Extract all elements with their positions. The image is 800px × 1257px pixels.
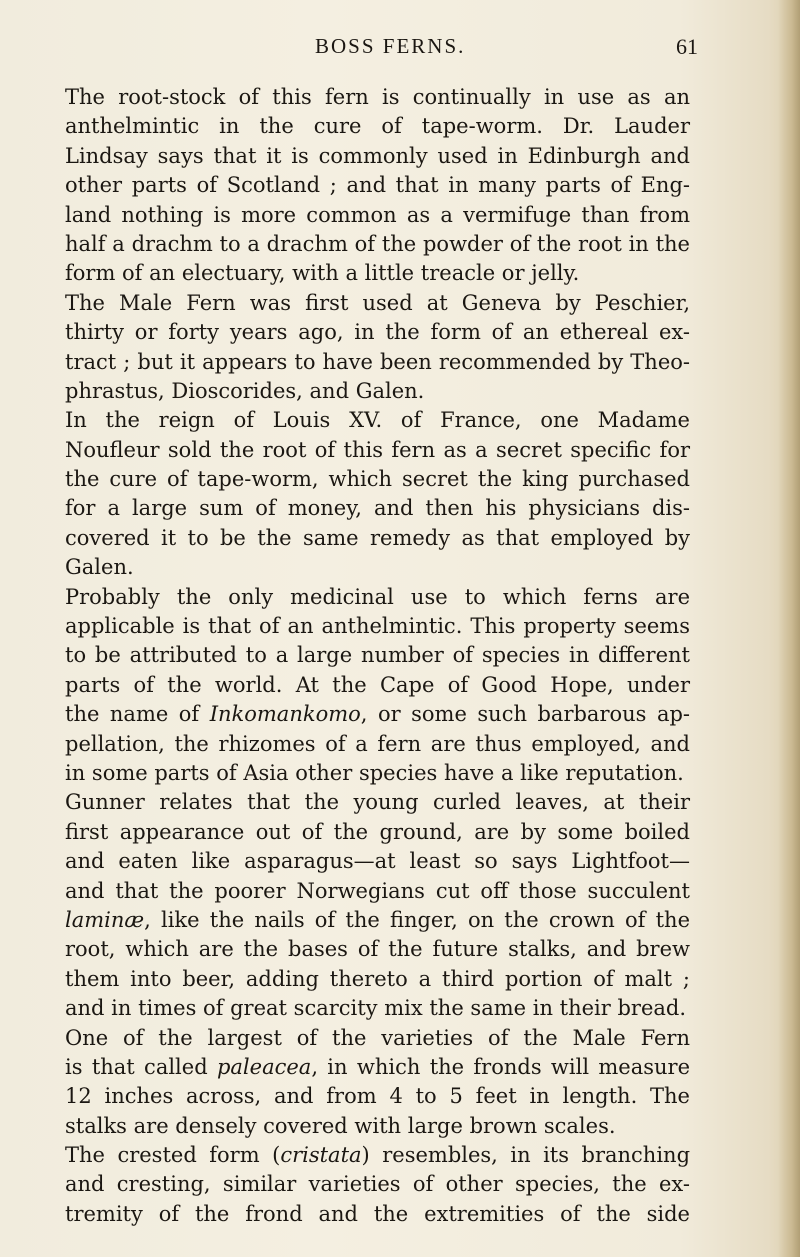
text-run: applicable is that of an anthelmintic. This property seems [65,614,690,639]
running-title: BOSS FERNS. [315,34,466,58]
text-line [65,377,690,406]
text-line [65,583,690,612]
text-line [65,1170,690,1199]
text-run: land nothing is more common as a vermifuge than from [65,202,690,227]
italic-term: cristata [280,1143,362,1168]
text-line [65,289,690,318]
italic-term: laminæ [65,907,145,932]
text-run: The Male Fern was first used at Geneva by Peschier, [65,290,690,315]
text-run: In the reign of Louis XV. of France, one Madame [65,408,690,433]
page-number: 61 [676,34,698,59]
text-run: Noufleur sold the root of this fern as a secret specific for [65,437,690,462]
text-line [65,1200,690,1229]
text-run: in some parts of Asia other species have a like reputation. [65,760,684,785]
text-run: the name of [65,702,210,727]
text-line [65,142,690,171]
text-run: half a drachm to a drachm of the powder of the root in the [65,231,690,256]
text-run: is that called [65,1054,217,1079]
text-line [65,788,690,817]
text-line [65,759,690,788]
text-run: and cresting, similar varieties of other species, the ex- [65,1172,690,1197]
text-run: for a large sum of money, and then his physicians dis- [65,496,690,521]
text-run: parts of the world. At the Cape of Good Hope, under [65,672,690,697]
text-line [65,553,690,582]
text-line [65,465,690,494]
text-line [65,671,690,700]
text-line [65,112,690,141]
text-run: tremity of the frond and the extremities of the side [65,1201,690,1226]
body-text [65,83,690,1229]
text-line [65,847,690,876]
text-run: pellation, the rhizomes of a fern are thus employed, and [65,731,690,756]
text-line [65,318,690,347]
text-run: anthelmintic in the cure of tape-worm. Dr. Lauder [65,114,690,139]
text-run: covered it to be the same remedy as that employed by [65,525,690,550]
text-line [65,494,690,523]
text-line [65,1082,690,1111]
text-run: The crested form ( [65,1143,281,1168]
text-run: , in which the fronds will measure [311,1054,690,1079]
text-run: Probably the only medicinal use to which ferns are [65,584,690,609]
text-run: , like the nails of the finger, on the crown of the [144,907,690,932]
text-line [65,201,690,230]
text-line [65,641,690,670]
text-run: and in times of great scarcity mix the same in their bread. [65,996,687,1021]
text-line [65,1141,690,1170]
text-line [65,171,690,200]
text-run: root, which are the bases of the future stalks, and brew [65,937,690,962]
text-run: The root-stock of this fern is continually in use as an [65,85,690,109]
text-line [65,436,690,465]
text-line [65,730,690,759]
text-run: Lindsay says that it is commonly used in Edinburgh and [65,143,690,168]
text-line [65,1112,690,1141]
text-line [65,877,690,906]
text-run: ) resembles, in its branching [361,1143,691,1168]
text-run: stalks are densely covered with large brown scales. [65,1113,616,1138]
text-run: tract ; but it appears to have been recommended by Theo- [65,349,690,374]
text-run: 12 inches across, and from 4 to 5 feet in length. The [65,1084,690,1109]
text-line [65,818,690,847]
text-run: them into beer, adding thereto a third portion of malt ; [65,966,690,991]
text-line [65,83,690,112]
text-run: other parts of Scotland ; and that in many parts of Eng- [65,173,690,198]
italic-term: paleacea [216,1054,312,1079]
text-run: the cure of tape-worm, which secret the king purchased [65,467,690,492]
text-run: to be attributed to a large number of species in different [65,643,690,668]
text-run: Gunner relates that the young curled leaves, at their [65,790,690,815]
text-run: first appearance out of the ground, are by some boiled [65,819,690,844]
page-edge-shadow [778,0,800,1257]
text-line [65,965,690,994]
text-run: , or some such barbarous ap- [360,702,691,727]
text-line [65,935,690,964]
text-run: form of an electuary, with a little treacle or jelly. [65,261,580,286]
text-line [65,1053,690,1082]
text-line [65,612,690,641]
text-line [65,994,690,1023]
text-run: and eaten like asparagus—at least so says Lightfoot— [65,849,690,874]
text-run: and that the poorer Norwegians cut off those succulent [65,878,690,903]
text-line [65,406,690,435]
italic-term: Inkomankomo [209,702,361,727]
text-line [65,348,690,377]
page-header [0,34,800,64]
text-line [65,259,690,288]
text-run: One of the largest of the varieties of the Male Fern [65,1025,690,1050]
text-run: thirty or forty years ago, in the form of an ethereal ex- [65,320,690,345]
text-line [65,906,690,935]
text-line [65,700,690,729]
text-line [65,1024,690,1053]
text-line [65,230,690,259]
text-run: Galen. [65,555,134,580]
text-line [65,524,690,553]
text-run: phrastus, Dioscorides, and Galen. [65,378,425,403]
